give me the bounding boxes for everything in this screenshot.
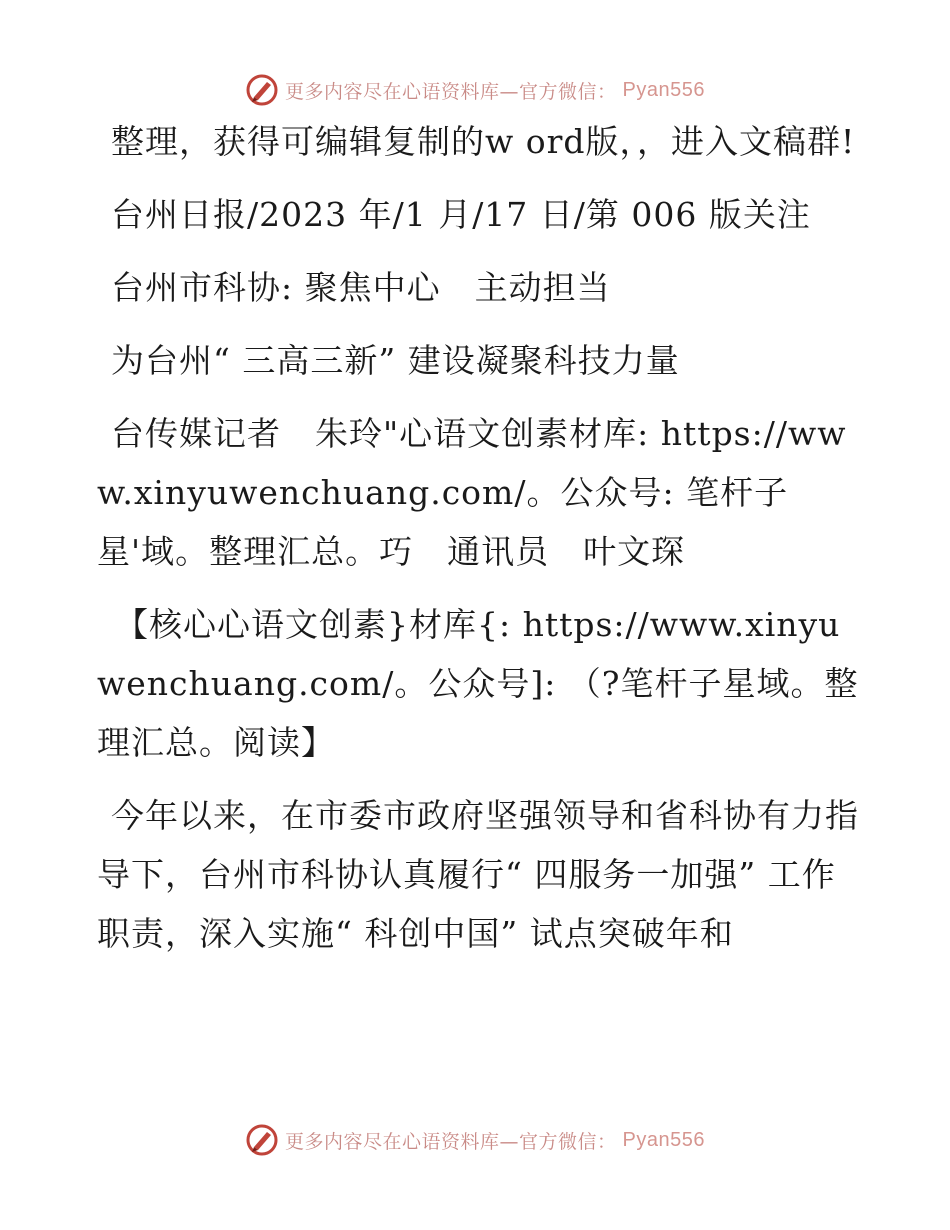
banner-text: 更多内容尽在心语资料库—官方微信： xyxy=(285,1130,617,1153)
banner-text: 更多内容尽在心语资料库—官方微信： xyxy=(285,80,617,103)
paragraph-headline: 台州市科协: 聚焦中心 主动担当 xyxy=(111,268,611,307)
header-banner xyxy=(0,68,950,112)
banner-handle: Pyan556 xyxy=(622,78,705,101)
paragraph-source: 台州日报/2023 年/1 月/17 日/第 006 版关注 xyxy=(111,195,811,234)
paragraph-notice: 【核心心语文创素}材库{: https://www.xinyuwenchuang.com/。公众号]: （?笔杆子星域。整理汇总。阅读】 xyxy=(97,605,859,762)
paragraph-intro: 整理，获得可编辑复制的w ord版，，进入文稿群! xyxy=(111,122,856,161)
paragraph-main: 今年以来，在市委市政府坚强领导和省科协有力指导下，台州市科协认真履行“ 四服务一加强” 工作职责，深入实施“ 科创中国” 试点突破年和 xyxy=(97,796,859,953)
paragraph-subheadline: 为台州“ 三高三新” 建设凝聚科技力量 xyxy=(111,341,680,380)
document-body xyxy=(97,112,867,977)
pen-logo-icon xyxy=(245,73,279,107)
footer-banner xyxy=(0,1118,950,1162)
pen-logo-icon xyxy=(245,1123,279,1157)
paragraph-byline: 台传媒记者 朱玲"心语文创素材库: https://www.xinyuwenchuang.com/。公众号: 笔杆子星'域。整理汇总。巧 通讯员 叶文琛 xyxy=(97,414,847,571)
banner-handle: Pyan556 xyxy=(622,1128,705,1151)
